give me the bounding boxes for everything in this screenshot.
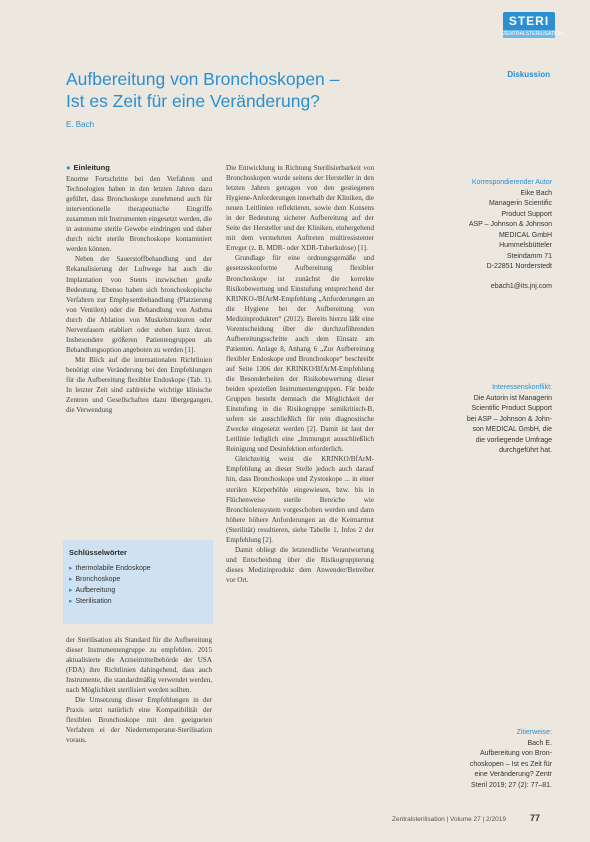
- logo-subline: ZENTRALSTERILISATION: [503, 31, 563, 37]
- interest-line: son MEDICAL GmbH, die: [472, 426, 552, 433]
- page-footer: Zentralsterilisation | Volume 27 | 2/2019: [392, 816, 506, 823]
- paragraph: Neben der Sauerstoffbehandlung und der Rekanalisierung der Luftwege hat auch die Implantation von Stents inzwischen große Bedeutung. Ebenso haben sich bronchoskopische Verfahren zur Emphysembehandlung (Platzierung von Ventilen) oder die Behandlung von Asthma durch die Ablation von Muskelstrukturen oder Nervenfasern etabliert oder stehen kurz davor. Insbesondere größeren Patientengruppen als Behandlungsoption angeboten zu werden [1].: [66, 255, 212, 354]
- paragraph: der Sterilisation als Standard für die Aufbereitung dieser Instrumentengruppe zu empfehlen. 2015 aktualisierte die Arzneimittelbehörde der USA (FDA) ihre Richtlinien dahingehend, dass auch Instrumente, die standardmäßig verwendet werden, nach Möglichkeit sterilisiert werden sollten.: [66, 636, 212, 695]
- article-title: [66, 68, 396, 112]
- citation-label: Zitierweise:: [516, 729, 552, 736]
- left-column-top: [66, 163, 212, 535]
- paragraph: Grundlage für eine ordnungsgemäße und gesetzeskonforme Aufbereitung flexibler Bronchoskope ist zunächst die korrekte Risikobewertung und Einstufung entsprechend der KRINKO-/BfArM-Empfehlung „Anforderungen an die Hygiene bei der Aufbereitung von Medizinprodukten“ (2012). Bereits hierzu läßt eine Vorentscheidung über die durchzuführenden Aufbereitungsschritte auch dem Einsatz am Patienten. Anlage 8, Anhang 6 „Zur Aufbereitung flexibler Endoskope und Bronchoskope“ beschreibt auf Seite 1306 der KRINKO/BfArM-Empfehlung die Besonderheiten der Risikobewertung dieser beiden speziellen Instrumentengruppen. Für beide Gruppen besteht demnach die Möglichkeit der Einstufung in die Risikogruppe semikritisch-B, sofern sie ausschließlich für rein diagnostische Zwecke eingesetzt werden [2]. Damit ist laut der Leitlinie lediglich eine „Immungut ausschließlich Reinigung und Desinfektion erforderlich.: [226, 254, 374, 454]
- left-column-bottom: [66, 635, 212, 785]
- title-line-2: Ist es Zeit für eine Veränderung?: [66, 91, 320, 111]
- keyword-item: [69, 596, 207, 607]
- contact-line: Product Support: [501, 210, 552, 218]
- journal-logo: [503, 12, 563, 42]
- interest-label: Interessenskonflikt:: [492, 384, 552, 391]
- paragraph: Damit obliegt die letztendliche Verantwortung und Entscheidung über die Risikogruppierung dieses Medizinprodukt dem Anwender/Betreiber vor Ort.: [226, 545, 374, 584]
- keywords-title: Schlüsselwörter: [69, 548, 127, 557]
- contact-label: Korrespondierender Autor: [471, 179, 552, 186]
- bullet-icon: ●: [66, 163, 71, 172]
- contact-line: MEDICAL GmbH: [498, 231, 552, 239]
- triangle-icon: ▸: [69, 598, 73, 605]
- contact-line: Steindamm 71: [506, 252, 552, 260]
- contact-line: Managerin Scientific: [488, 200, 552, 207]
- heading-text: Einleitung: [73, 163, 110, 172]
- paragraph: Die Umsetzung dieser Empfehlungen in der Praxis setzt natürlich eine Kompatibilität der flexiblen Bronchoskope mit den geeigneten Verfahren ei der Niedertemperatur-Sterilisation voraus.: [66, 696, 212, 745]
- keywords-box: [63, 540, 213, 624]
- citation-line: eine Veränderung? Zentr: [474, 771, 552, 778]
- triangle-icon: ▸: [69, 587, 73, 594]
- contact-line: Hummelsbütteler: [499, 242, 552, 249]
- paragraph: Enorme Fortschritte bei den Verfahren und Technologien haben in den letzten Jahren dazu geführt, dass Bronchoskope zunehmend auch für interventionelle therapeutische Eingriffe zusammen mit Instrumenten eingesetzt werden, die in autonome sterile Gewebe eindringen und daher durch nicht sterile Bronchoskope kontaminiert werden können.: [66, 175, 212, 254]
- citation-line: Steril 2019; 27 (2): 77–81.: [471, 781, 552, 789]
- title-line-1: Aufbereitung von Bronchoskopen –: [66, 69, 340, 89]
- interest-line: die vorliegende Umfrage: [475, 436, 552, 444]
- section-tag: Diskussion: [507, 70, 550, 79]
- interest-line: Die Autorin ist Managerin: [473, 394, 552, 402]
- contact-block: [428, 178, 552, 292]
- interest-line: bei ASP – Johnson & John-: [466, 415, 552, 423]
- triangle-icon: ▸: [69, 576, 73, 583]
- interest-block: [428, 383, 552, 457]
- keyword-item: [69, 574, 207, 585]
- middle-column: [226, 163, 374, 787]
- citation-line: choskopen – Ist es Zeit für: [469, 760, 552, 768]
- contact-line: D-22851 Norderstedt: [486, 263, 552, 270]
- keyword-text: Bronchoskope: [75, 576, 121, 583]
- author-byline: E. Bach: [66, 120, 95, 129]
- keyword-text: thermolabile Endoskope: [75, 565, 151, 572]
- paragraph: Die Entwicklung in Richtung Sterilisierbarkeit von Bronchoskopen wurde seitens der Hersteller in den letzten Jahren getragen von den gestiegenen Hygiene-Anforderungen innerhalb der Kliniken, die neuen Leitlinien reflektieren, sowie dem Konsens in der Bedeutung sicherer Aufbereitung auf der Seite der Hersteller und der Kliniken, einhergehend mit dem vermehrten Auftreten multiresistenter Erreger (z. B. MDR- oder XDR-Tuberkulose) [1].: [226, 164, 374, 253]
- paragraph: Gleichzeitig weist die KRINKO/BfArM-Empfehlung an dieser Stelle jedoch auch darauf hin, dass Bronchoskope und Zystoskope ... in einer sterilen Körperhöhle eingewiesen, bzw. bis in Flüchenweise sterile Bereiche wie Bronchiolensystem vorgeschoben werden und dann höhere höhere Anforderungen an die Keimarmut (Sterilität) resultieren, siehe Tabelle 1, Infos 2 der Empfehlung [2].: [226, 455, 374, 544]
- keyword-text: Sterilisation: [75, 598, 112, 605]
- keyword-text: Aufbereitung: [75, 587, 116, 594]
- citation-line: Aufbereitung von Bron-: [480, 750, 552, 757]
- citation-block: [428, 728, 552, 791]
- section-heading: [66, 163, 212, 173]
- logo-wordmark: STERI: [503, 12, 555, 30]
- citation-line: Bach E.: [527, 739, 552, 747]
- keyword-item: [69, 563, 207, 574]
- keyword-item: [69, 585, 207, 596]
- interest-line: Scientific Product Support: [471, 405, 552, 412]
- triangle-icon: ▸: [69, 565, 73, 572]
- contact-line: ASP – Johnson & Johnson: [468, 221, 552, 228]
- contact-email[interactable]: ebach1@its.jnj.com: [490, 282, 552, 290]
- page-number: 77: [530, 813, 541, 823]
- contact-line: Eike Bach: [520, 189, 552, 197]
- paragraph: Mit Blick auf die internationalen Richtlinien benötigt eine Veränderung bei den Empfehlungen für die Aufbereitung flexibler Endoskope (Tab. 1). In letzter Zeit sind zahlreiche wichtige klinische Zentren und Gesellschaften dazu übergegangen, die Verwendung: [66, 355, 212, 415]
- interest-line: durchgeführt hat.: [499, 447, 552, 454]
